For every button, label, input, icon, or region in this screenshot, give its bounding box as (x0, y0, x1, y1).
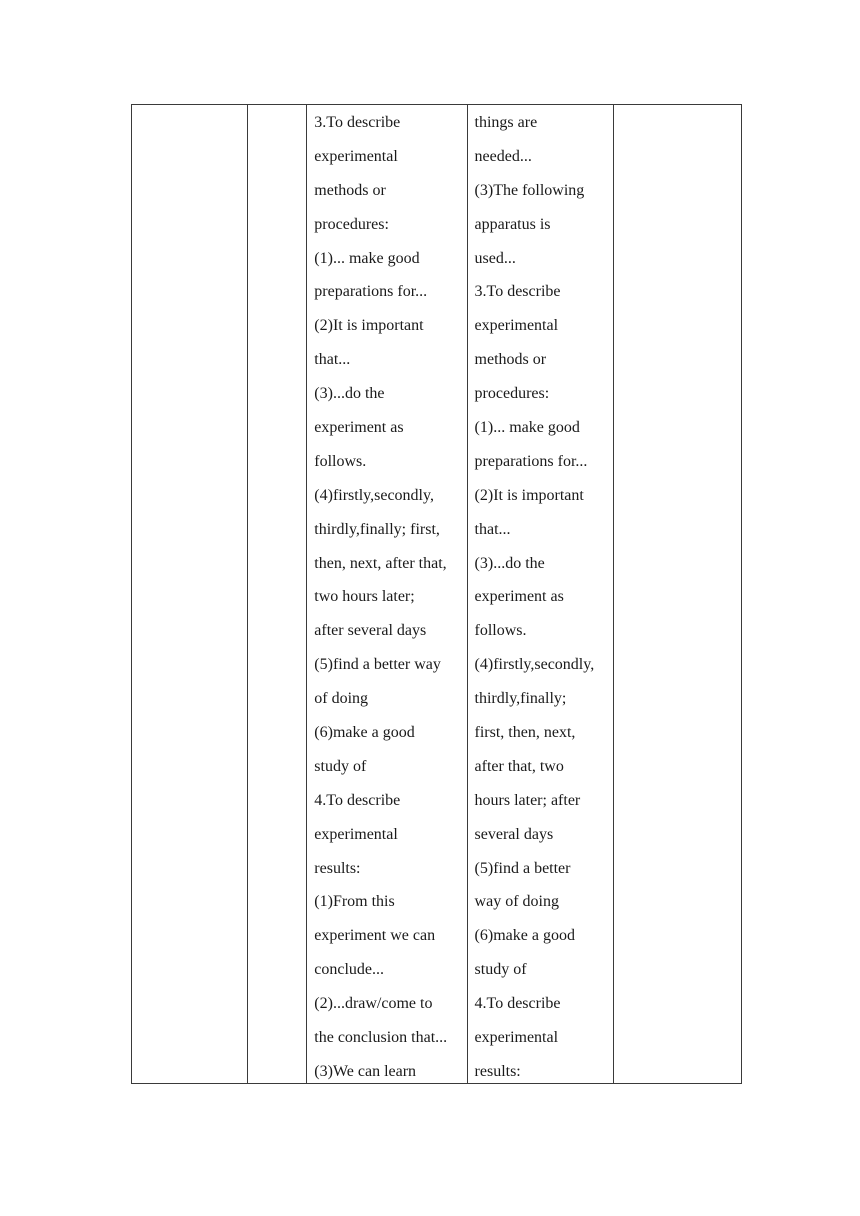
text-line: (1)... make good (314, 249, 420, 267)
text-line: (1)... make good (474, 419, 580, 437)
text-line: (3)We can learn (314, 1062, 417, 1080)
text-line: 3.To describe (314, 114, 401, 131)
text-line: (2)It is important (474, 486, 584, 504)
text-line: experimental (314, 147, 398, 165)
text-line: 3.To describe (474, 283, 561, 301)
text-line: (4)firstly,secondly, (314, 486, 434, 504)
text-line: several days (474, 825, 554, 843)
table-row (132, 105, 742, 1084)
text-line: procedures: (314, 215, 389, 233)
text-line: way of doing (474, 893, 559, 911)
text-line: (5)find a better way (314, 656, 441, 674)
text-line: things are (474, 114, 538, 131)
text-line: experimental (474, 317, 559, 335)
text-line: after that, two (474, 757, 564, 775)
text-line: follows. (314, 452, 367, 470)
text-line: (4)firstly,secondly, (474, 656, 595, 674)
text-line: the conclusion that... (314, 1029, 448, 1047)
column4-text-block (468, 105, 613, 1083)
lesson-plan-table (131, 104, 742, 1084)
text-line: procedures: (474, 385, 550, 403)
text-line: methods or (314, 181, 386, 199)
text-line: that... (314, 351, 351, 369)
text-line: preparations for... (314, 283, 428, 301)
text-line: then, next, after that, (314, 554, 447, 572)
table-cell-methods-text (307, 105, 467, 1084)
text-line: apparatus is (474, 215, 551, 233)
text-line: hours later; after (474, 791, 581, 809)
text-line: follows. (474, 622, 527, 640)
text-line: thirdly,finally; (474, 690, 567, 708)
text-line: thirdly,finally; first, (314, 520, 440, 538)
text-line: results: (314, 859, 361, 877)
text-line: (5)find a better (474, 859, 571, 877)
text-line: needed... (474, 147, 532, 165)
text-line: experiment as (474, 588, 564, 606)
text-line: (2)It is important (314, 317, 424, 335)
text-line: (2)...draw/come to (314, 995, 433, 1013)
text-line: after several days (314, 622, 427, 640)
text-line: experimental (474, 1029, 559, 1047)
text-line: first, then, next, (474, 724, 576, 742)
table-cell-empty-5 (613, 105, 741, 1084)
text-line: that... (474, 520, 511, 538)
text-line: used... (474, 249, 516, 267)
text-line: experiment we can (314, 927, 436, 945)
column3-text-block (307, 105, 466, 1083)
text-line: methods or (474, 351, 547, 369)
table-cell-empty-2 (248, 105, 307, 1084)
text-line: two hours later; (314, 588, 415, 606)
text-line: study of (474, 961, 527, 979)
table-cell-methods-text-duplicate (467, 105, 613, 1084)
text-line: results: (474, 1062, 521, 1080)
text-line: experiment as (314, 419, 404, 437)
text-line: study of (314, 757, 367, 775)
text-line: experimental (314, 825, 398, 843)
text-line: of doing (314, 690, 369, 708)
text-line: (3)...do the (314, 385, 385, 403)
text-line: (1)From this (314, 893, 395, 911)
text-line: (6)make a good (314, 724, 415, 742)
text-line: (6)make a good (474, 927, 575, 945)
text-line: preparations for... (474, 452, 588, 470)
text-line: (3)...do the (474, 554, 545, 572)
text-line: (3)The following (474, 181, 585, 199)
text-line: conclude... (314, 961, 385, 979)
table-cell-empty-1 (132, 105, 248, 1084)
text-line: 4.To describe (314, 791, 401, 809)
text-line: 4.To describe (474, 995, 561, 1013)
